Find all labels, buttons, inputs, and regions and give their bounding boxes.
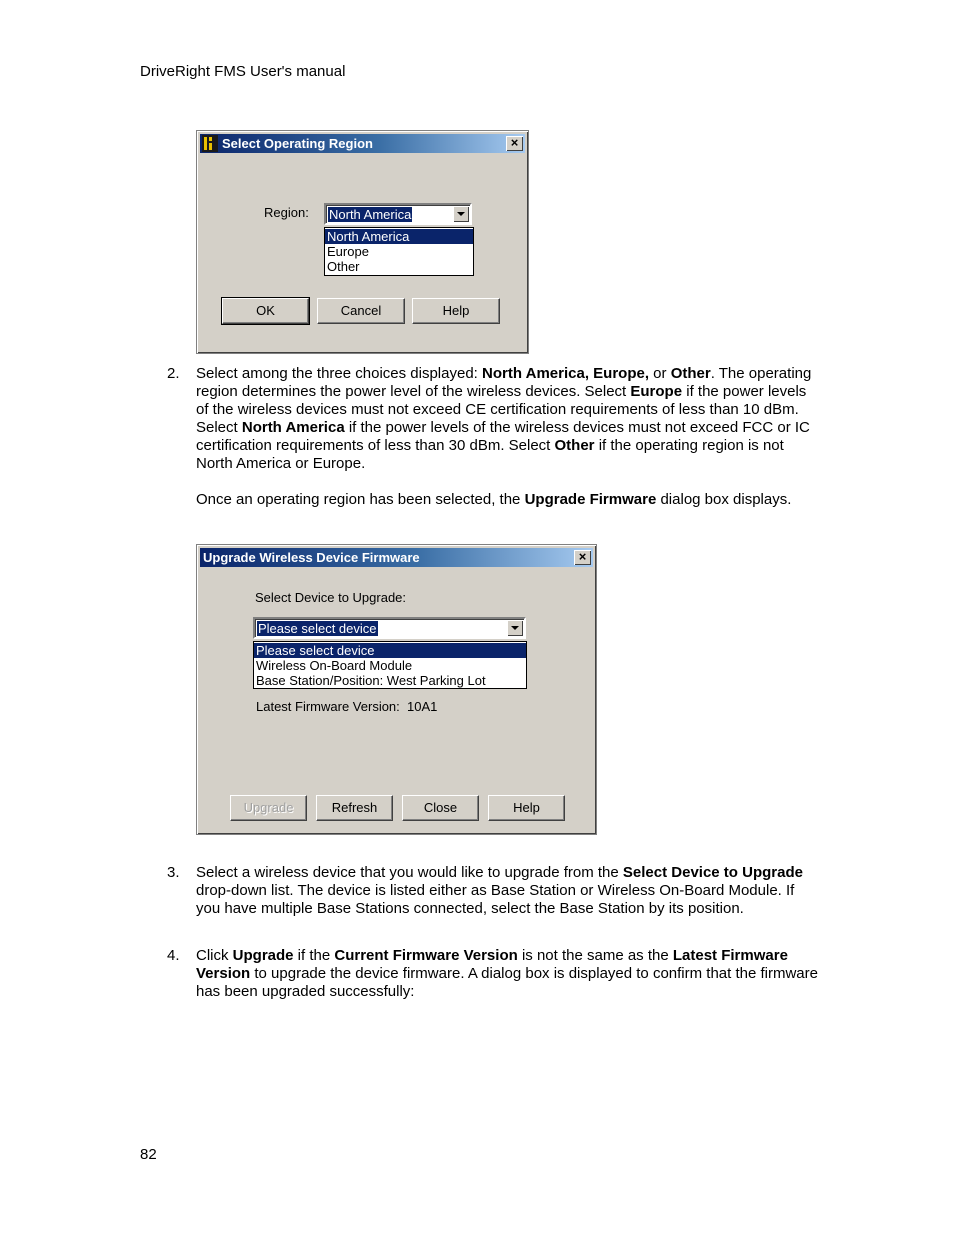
ok-button[interactable]: OK: [222, 298, 309, 324]
latest-firmware-label: Latest Firmware Version:: [256, 699, 400, 714]
help-button[interactable]: Help: [412, 298, 500, 324]
list-item[interactable]: Base Station/Position: West Parking Lot: [256, 673, 486, 688]
page-header: DriveRight FMS User's manual: [140, 63, 346, 80]
list-item[interactable]: Wireless On-Board Module: [256, 658, 413, 673]
step-2-text: Select among the three choices displayed: North America, Europe, or Other. The operating region determines the power level of the wireless devices. Select Europe if the power levels of the wireless devices must not exceed CE certification requirements of less than 10 dBm. Select North America if the power levels of the wireless devices must not exceed FCC or IC certification requirements of less than 30 dBm. Select Other if the operating region is not North America or Europe.: [196, 365, 812, 472]
device-combo-value: Please select device: [258, 621, 377, 636]
step-number: 3.: [167, 864, 180, 881]
close-button[interactable]: Close: [402, 795, 479, 821]
list-item[interactable]: North America: [325, 229, 473, 244]
region-combo-value: North America: [329, 207, 412, 222]
list-item[interactable]: Please select device: [254, 643, 526, 658]
step-number: 4.: [167, 947, 180, 964]
dialog-titlebar: [200, 548, 593, 567]
region-dropdown-list: [324, 227, 474, 276]
select-operating-region-dialog: [196, 130, 529, 354]
app-icon: [202, 135, 218, 152]
device-dropdown-list: [253, 641, 527, 689]
chevron-down-icon[interactable]: [453, 206, 469, 222]
dialog-titlebar: [200, 134, 525, 153]
close-icon[interactable]: ×: [574, 550, 591, 565]
select-device-label: Select Device to Upgrade:: [255, 590, 407, 605]
step-4-text: Click Upgrade if the Current Firmware Version is not the same as the Latest Firmware Version to upgrade the device firmware. A dialog box is displayed to confirm that the firmware has been upgraded successfully:: [196, 947, 818, 1000]
device-combobox[interactable]: [253, 617, 526, 639]
dialog-title: Select Operating Region: [222, 136, 373, 151]
list-item[interactable]: Europe: [327, 244, 369, 259]
help-button[interactable]: Help: [488, 795, 565, 821]
page-number: 82: [140, 1146, 157, 1163]
close-icon[interactable]: ×: [506, 136, 523, 151]
upgrade-firmware-dialog: [196, 544, 597, 835]
refresh-button[interactable]: Refresh: [316, 795, 393, 821]
latest-firmware-value: 10A1: [407, 699, 438, 714]
list-item[interactable]: Other: [327, 259, 360, 274]
region-label: Region:: [264, 205, 309, 220]
cancel-button[interactable]: Cancel: [317, 298, 405, 324]
region-combobox[interactable]: [324, 203, 472, 225]
dialog-title: Upgrade Wireless Device Firmware: [203, 550, 420, 565]
step-number: 2.: [167, 365, 180, 382]
step-3-text: Select a wireless device that you would like to upgrade from the Select Device to Upgrade drop-down list. The device is listed either as Base Station or Wireless On-Board Module. If you have multiple Base Stations connected, select the Base Station by its position.: [196, 864, 803, 917]
upgrade-button[interactable]: Upgrade: [230, 795, 307, 821]
chevron-down-icon[interactable]: [507, 620, 523, 636]
step-2-followup: Once an operating region has been selected, the Upgrade Firmware dialog box displays.: [196, 491, 792, 508]
